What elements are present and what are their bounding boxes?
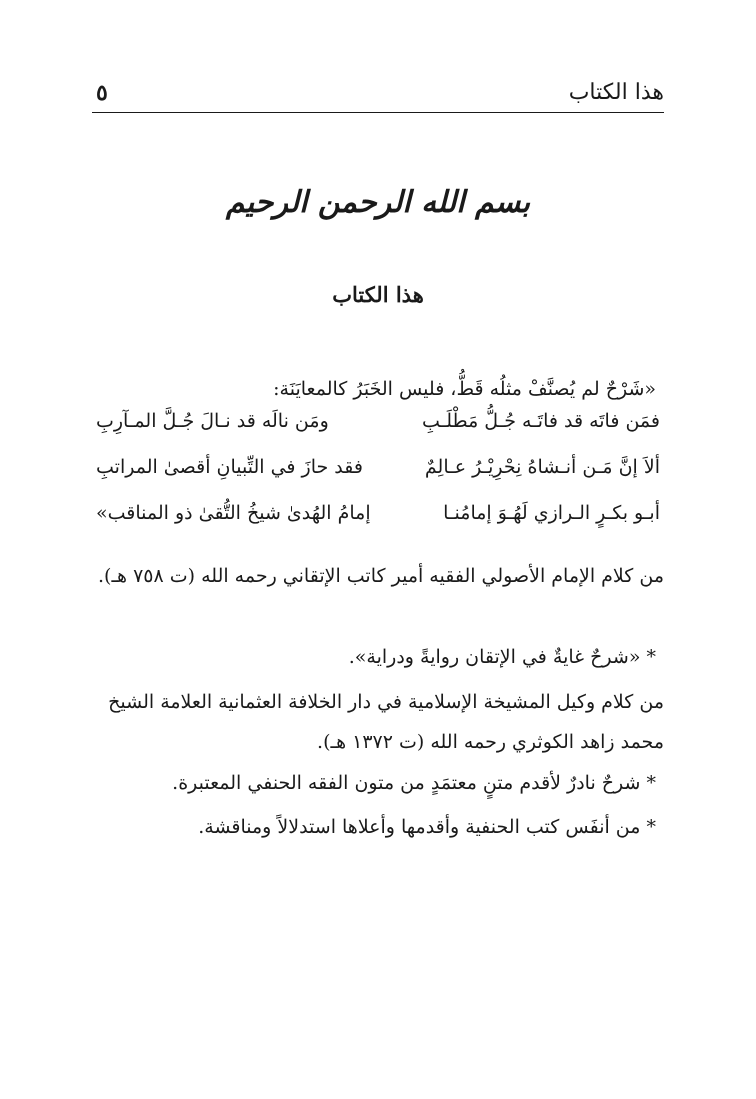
- running-header-title: هذا الكتاب: [568, 80, 664, 105]
- attribution-paragraph: من كلام الإمام الأصولي الفقيه أمير كاتب الإتقاني رحمه الله (ت ٧٥٨ هـ).: [98, 565, 664, 587]
- basmala-calligraphy: بسم الله الرحمن الرحيم: [225, 185, 531, 220]
- section-title: هذا الكتاب: [332, 282, 424, 307]
- verse-second-hemistich: ومَن نالَه قد نـالَ جُـلَّ المـآرِبِ: [96, 410, 329, 432]
- running-header: [96, 80, 664, 110]
- verse-second-hemistich: فقد حازَ في التِّبيانِ أقصىٰ المراتبِ: [96, 456, 363, 478]
- intro-line: «شَرْحٌ لم يُصنَّفْ مثلُه قَطُّ، فليس الخَبَرُ كالمعايَنَة:: [273, 378, 656, 400]
- verse-first-hemistich: أبـو بكـرٍ الـرازي لَهُـوَ إمامُنـا: [443, 502, 660, 524]
- bullet-point: * شرحٌ نادرٌ لأقدم متنٍ معتمَدٍ من متون الفقه الحنفي المعتبرة.: [172, 772, 656, 794]
- attribution-paragraph: من كلام وكيل المشيخة الإسلامية في دار الخلافة العثمانية العلامة الشيخ محمد زاهد الكوثري رحمه الله (ت ١٣٧٢ هـ).: [108, 691, 664, 753]
- verse-second-hemistich: إمامُ الهُدىٰ شيخُ التُّقىٰ ذو المناقب»: [96, 502, 371, 524]
- verse-line: [96, 410, 660, 450]
- bullet-point: * من أنفَس كتب الحنفية وأقدمها وأعلاها استدلالاً ومناقشة.: [198, 816, 656, 838]
- verse-first-hemistich: ألاَ إنَّ مَـن أنـشاهُ نِحْرِيْـرُ عـالِمٌ: [424, 456, 660, 478]
- bullet-quote: * «شرحٌ غايةٌ في الإتقان روايةً ودراية».: [348, 646, 656, 668]
- page-number: ٥: [96, 80, 108, 106]
- verse-line: [96, 502, 660, 542]
- verse-line: [96, 456, 660, 496]
- verse-first-hemistich: فمَن فاتَه قد فاتَـه جُـلُّ مَطْلَـبِ: [421, 410, 660, 432]
- header-rule: [92, 112, 664, 113]
